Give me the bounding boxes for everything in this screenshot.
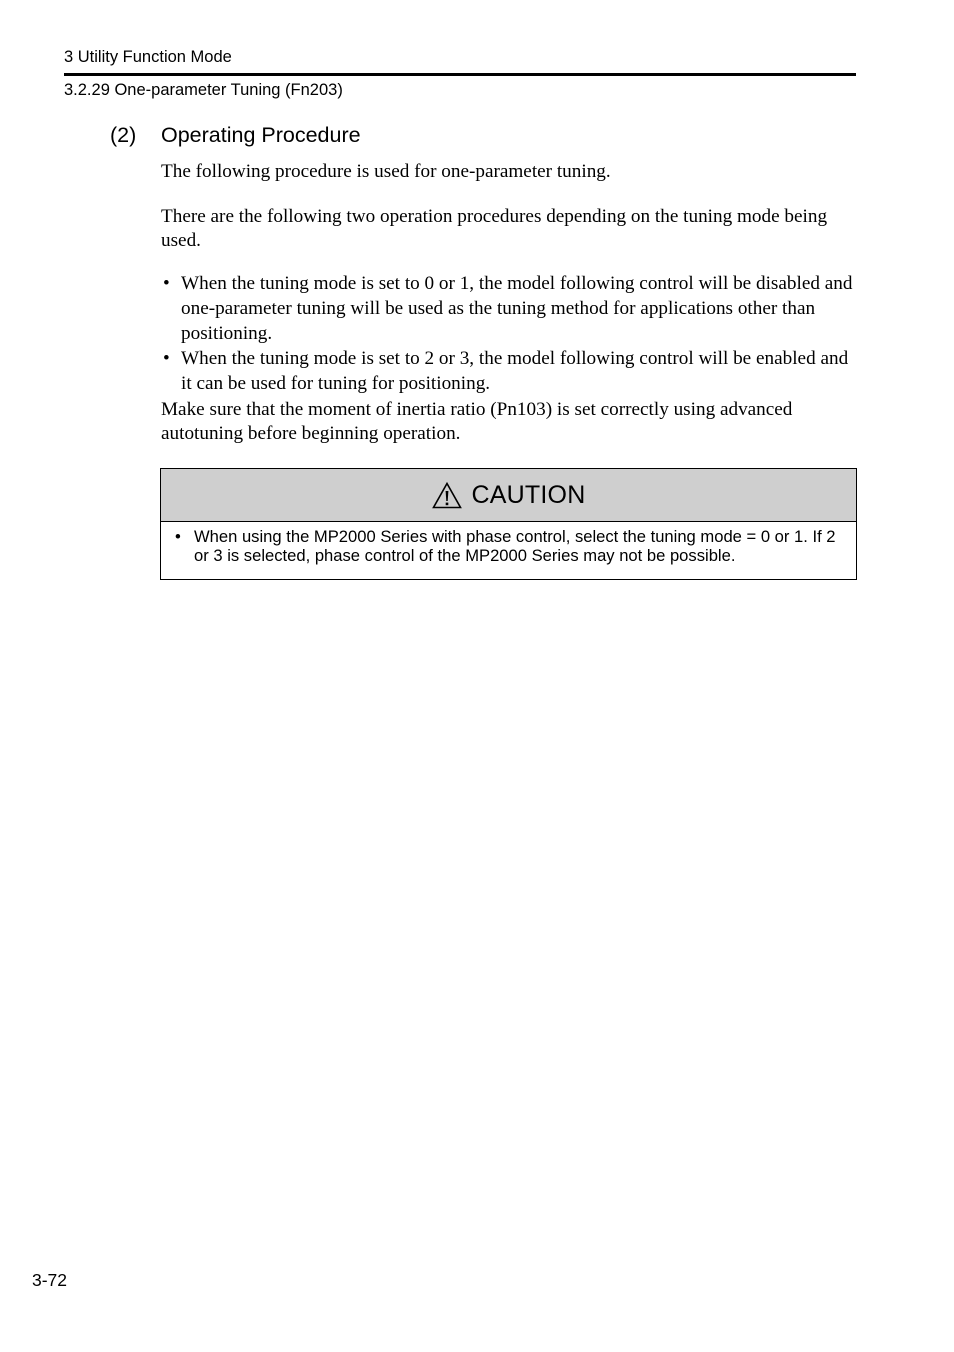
modes-paragraph: There are the following two operation procedures depending on the tuning mode being used. bbox=[161, 206, 828, 251]
header-rule bbox=[64, 73, 856, 76]
caution-box bbox=[160, 468, 857, 580]
chapter-header: 3 Utility Function Mode bbox=[64, 48, 232, 66]
section-header: 3.2.29 One-parameter Tuning (Fn203) bbox=[64, 81, 343, 99]
warning-triangle-icon bbox=[432, 482, 462, 509]
caution-item-text: When using the MP2000 Series with phase control, select the tuning mode = 0 or 1. If 2 or 3 is selected, phase control of the MP2000 Series may not be possible. bbox=[194, 527, 836, 565]
subsection-title: Operating Procedure bbox=[161, 123, 361, 147]
list-item-text: When the tuning mode is set to 0 or 1, the model following control will be disabled and one-parameter tuning will be used as the tuning method for applications other than positioning. bbox=[181, 273, 853, 344]
list-item-text: When the tuning mode is set to 2 or 3, the model following control will be enabled and it can be used for tuning for positioning. bbox=[181, 348, 849, 394]
list-item bbox=[161, 346, 861, 396]
note-paragraph: Make sure that the moment of inertia ratio (Pn103) is set correctly using advanced autotuning before beginning operation. bbox=[161, 399, 793, 444]
list-item bbox=[161, 271, 861, 346]
bullet-symbol: • bbox=[163, 348, 170, 369]
page-number: 3-72 bbox=[32, 1270, 68, 1290]
intro-paragraph: The following procedure is used for one-parameter tuning. bbox=[161, 161, 611, 182]
subsection-number: (2) bbox=[110, 123, 137, 147]
bullet-symbol: • bbox=[175, 527, 181, 546]
caution-item bbox=[161, 522, 856, 565]
subsection-heading bbox=[110, 122, 361, 148]
bullet-symbol: • bbox=[163, 273, 170, 294]
tuning-mode-list bbox=[161, 271, 861, 396]
caution-header bbox=[161, 469, 856, 522]
caution-title: CAUTION bbox=[471, 481, 586, 509]
